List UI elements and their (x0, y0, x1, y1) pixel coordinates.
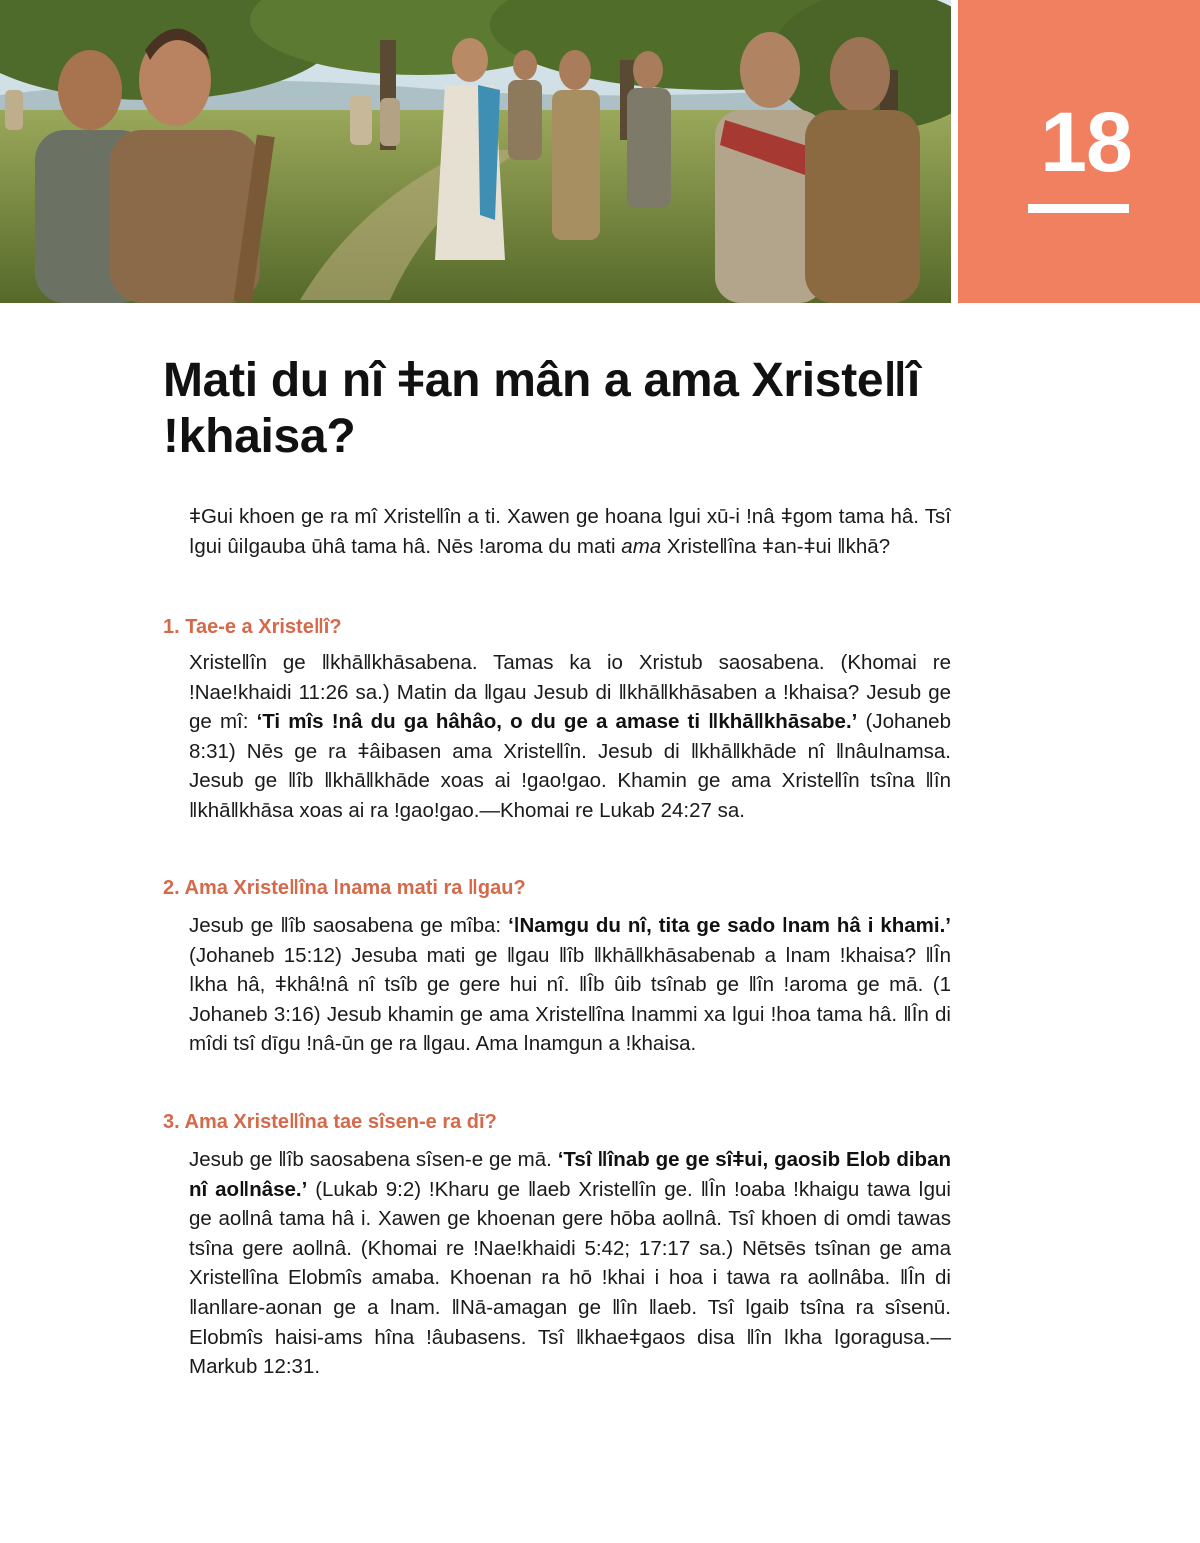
section-3-text-2: (Lukab 9:2) !Kharu ge ǁaeb Xristeǁîn ge. ǁÎn !oaba !khaigu tawa ǀgui ge aoǁnâ tama hâ i. Xawen ge khoenan gere hōba aoǁnâ. Tsî khoen di omdi tawas tsîna gere aoǁnâ. (Khomai re !Nae!khaidi 5:42; 17:17 sa.) Nētsēs tsînan ge ama Xristeǁîna Elobmîs amaba. Khoenan ra hō !khai i hoa i tawa ra aoǁnâba. ǁÎn di ǁanǁare-aonan ge a ǀnam. ǁNā-amagan ge ǁîn ǁaeb. Tsî ǀgaib tsîna ra sîsenū. Elobmîs haisi-ams hîna !âubasens. Tsî ǁkhaeǂgaos disa ǁîn ǀkha ǀgoragusa.—Markub 12:31. (189, 1177, 951, 1379)
section-2-text-1: Jesub ge ǁîb saosabena ge mîba: (189, 914, 509, 937)
hero-scene (0, 0, 951, 303)
section-3-text-1: Jesub ge ǁîb saosabena sîsen-e ge mā. (189, 1148, 558, 1171)
lesson-title: Mati du nî ǂan mân a ama Xristeǁî !khaisa? (163, 354, 920, 463)
intro-text-2: Xristeǁîna ǂan-ǂui ǁkhā? (661, 534, 891, 558)
section-heading-1: 1. Tae-e a Xristeǁî? (163, 616, 342, 638)
section-body-3 (189, 1145, 951, 1382)
hero-illustration (0, 0, 951, 303)
section-2-bold-quote: ‘ǀNamgu du nî, tita ge sado ǀnam hâ i khami.’ (508, 914, 952, 937)
intro-paragraph (189, 502, 951, 561)
section-body-1 (189, 648, 951, 826)
section-2-text-2: (Johaneb 15:12) Jesuba mati ge ǁgau ǁîb ǁkhāǁkhāsabenab a ǀnam !khaisa? ǁÎn ǀkha hâ, ǂkhâ!nâ nî tsîb ge gere hui nî. ǁÎb ûib tsînab ge ǁîn !aroma ge mā. (1 Johaneb 3:16) Jesub khamin ge ama Xristeǁîna ǀnammi xa ǀgui !hoa tama hâ. ǁÎn di mîdi tsî dīgu !nâ-ūn ge ra ǁgau. Ama ǀnamgun a !khaisa. (189, 943, 951, 1056)
section-1-bold-quote: ‘Ti mîs !nâ du ga hâhâo, o du ge a amase ti ǁkhāǁkhāsabe.’ (256, 710, 858, 734)
intro-italic-word: ama (621, 534, 662, 558)
lesson-number-box (958, 0, 1200, 303)
lesson-number: 18 (1040, 95, 1132, 189)
section-1-text-1: Xristeǁîn ge ǁkhāǁkhāsabena. Tamas ka io Xristub saosabena. (Khomai re !Nae!khaidi 11:26 sa.) Matin da ǁgau Jesub di ǁkhāǁkhāsaben a !khaisa? Jesub ge ge mî: (189, 651, 951, 734)
section-heading-3: 3. Ama Xristeǁîna tae sîsen-e ra dī? (163, 1111, 497, 1133)
section-1-text-2: (Johaneb 8:31) Nēs ge ra ǂâibasen ama Xristeǁîn. Jesub di ǁkhāǁkhāde nî ǁnâuǀnamsa. Jesub ge ǁîb ǁkhāǁkhāde xoas ai !gao!gao. Khamin ge ama Xristeǁîn tsîna ǁîn ǁkhāǁkhāsa xoas ai ra !gao!gao.—Khomai re Lukab 24:27 sa. (189, 710, 951, 822)
section-heading-2: 2. Ama Xristeǁîna ǀnama mati ra ǁgau? (163, 877, 526, 899)
lesson-number-underline (1028, 204, 1129, 213)
section-body-2 (189, 911, 951, 1059)
intro-text-1: ǂGui khoen ge ra mî Xristeǁîn a ti. Xawen ge hoana ǀgui xū-i !nâ ǂgom tama hâ. Tsî ǀgui ûiǀgauba ūhâ tama hâ. Nēs !aroma du mati (189, 505, 951, 558)
section-3-bold-quote: ‘Tsî ǁînab ge ge sîǂui, gaosib Elob diban nî aoǁnâse.’ (189, 1148, 951, 1201)
